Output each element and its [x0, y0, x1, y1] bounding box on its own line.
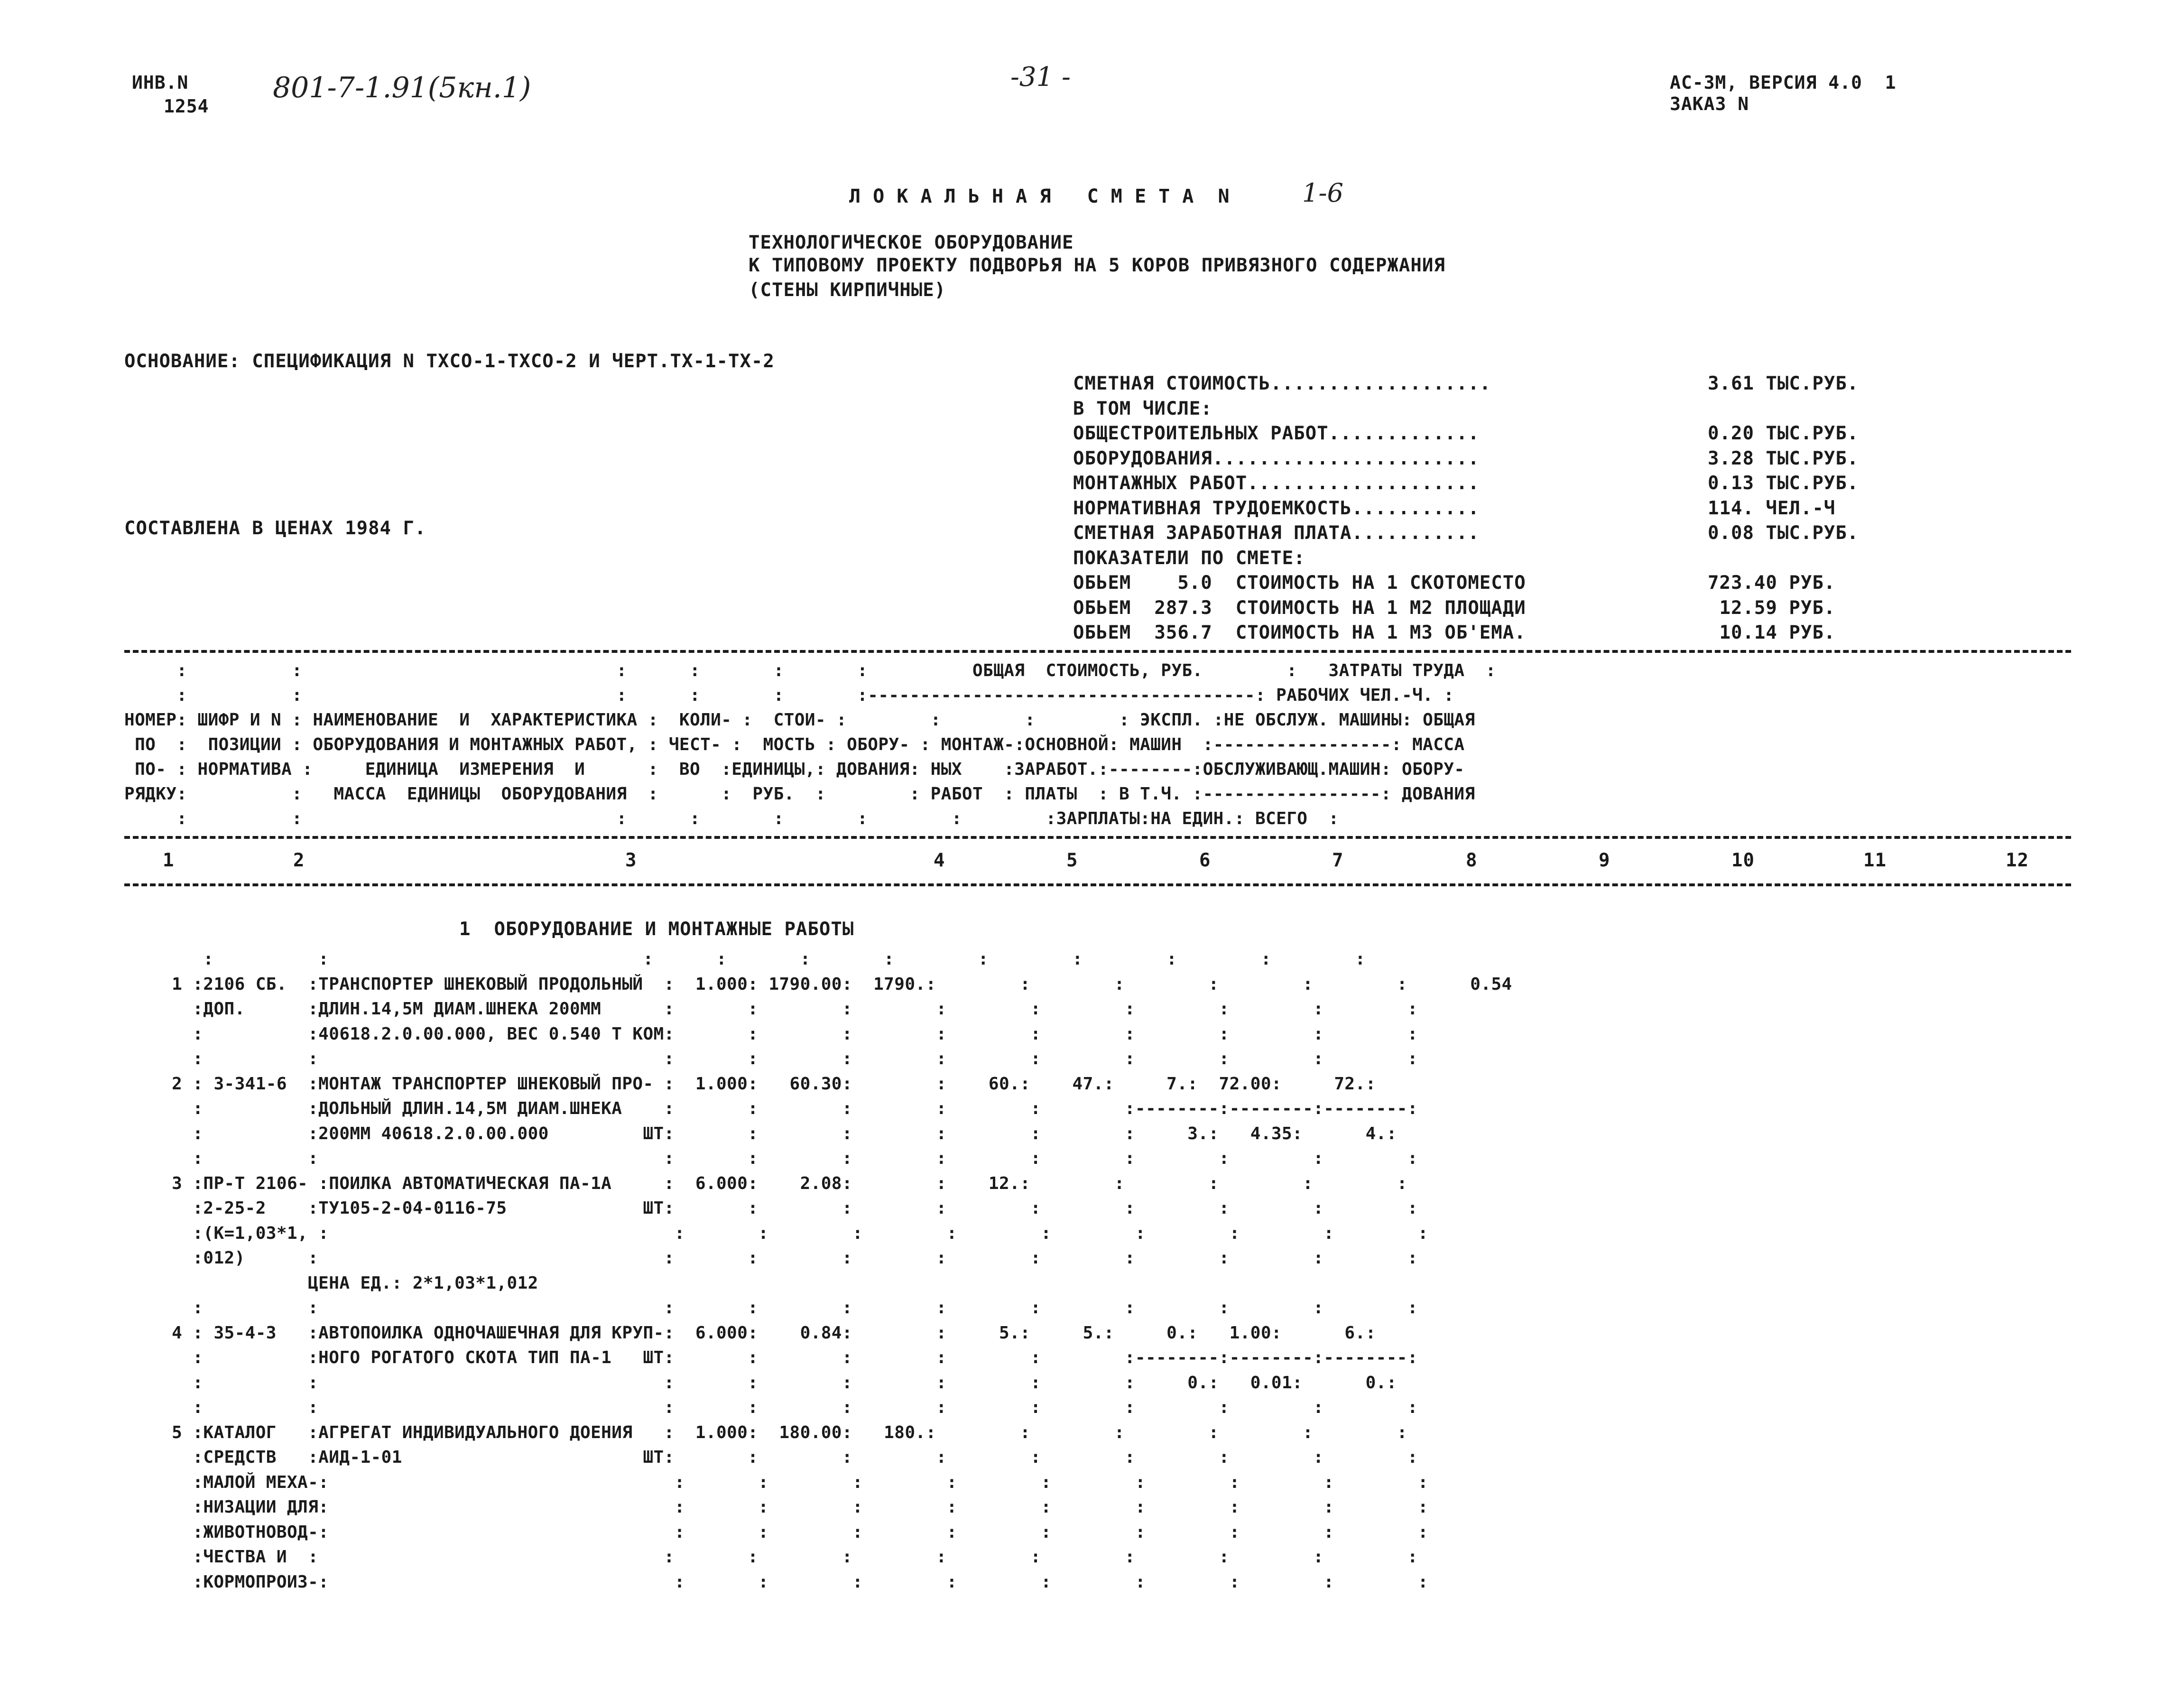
summary-label: ОБЩЕСТРОИТЕЛЬНЫХ РАБОТ............. — [1073, 423, 1480, 444]
inv-number: 1254 — [164, 96, 209, 117]
column-number: 8 — [1466, 850, 1478, 871]
table-row-line: : :ДОЛЬНЫЙ ДЛИН.14,5М ДИАМ.ШНЕКА : : : : : :--------:--------:--------: — [151, 1099, 1418, 1118]
column-number: 7 — [1332, 850, 1344, 871]
column-number: 9 — [1599, 850, 1610, 871]
prices-year-text: СОСТАВЛЕНА В ЦЕНАХ 1984 Г. — [124, 518, 426, 539]
column-number: 12 — [2006, 850, 2029, 871]
column-number: 2 — [293, 850, 305, 871]
table-row-line: :ДОП. :ДЛИН.14,5М ДИАМ.ШНЕКА 200ММ : : : : : : : : : — [151, 999, 1418, 1019]
summary-value: 0.08 ТЫС.РУБ. — [1708, 522, 1859, 544]
summary-value: 723.40 РУБ. — [1708, 572, 1836, 594]
title-line-1: ТЕХНОЛОГИЧЕСКОЕ ОБОРУДОВАНИЕ — [749, 232, 1074, 253]
title-line-3: (СТЕНЫ КИРПИЧНЫЕ) — [749, 279, 946, 301]
table-row-line: : : : : : : : : : : : — [151, 1149, 1418, 1168]
table-row-line: :ЖИВОТНОВОД-: : : : : : : : : : — [151, 1522, 1429, 1542]
summary-label: В ТОМ ЧИСЛЕ: — [1073, 398, 1212, 419]
table-row-line: : :200ММ 40618.2.0.00.000 ШТ: : : : : : 3.: 4.35: 4.: — [151, 1124, 1397, 1143]
page-number: -31 - — [1010, 62, 1071, 93]
inv-label: ИНВ.N — [132, 72, 189, 93]
summary-label: СМЕТНАЯ СТОИМОСТЬ................... — [1073, 373, 1491, 394]
table-row-line: ЦЕНА ЕД.: 2*1,03*1,012 — [151, 1273, 538, 1293]
table-row-line: : : : : : : : : : : : — [151, 1298, 1418, 1318]
summary-label: ОБЬЕМ 287.3 СТОИМОСТЬ НА 1 М2 ПЛОЩАДИ — [1073, 597, 1526, 619]
column-number: 5 — [1066, 850, 1078, 871]
table-row-line: : : : : : : : : : : : — [151, 1398, 1418, 1417]
table-header-line: НОМЕР: ШИФР И N : НАИМЕНОВАНИЕ И ХАРАКТЕРИСТИКА : КОЛИ- : СТОИ- : : : : ЭКСПЛ. :НЕ ОБСЛУЖ. МАШИНЫ: ОБЩАЯ — [124, 710, 1475, 730]
table-header-line: : : : : : :-------------------------------------: РАБОЧИХ ЧЕЛ.-Ч. : — [124, 686, 1454, 705]
section-title: 1 ОБОРУДОВАНИЕ И МОНТАЖНЫЕ РАБОТЫ — [459, 919, 854, 940]
column-number: 3 — [625, 850, 637, 871]
summary-label: ОБЬЕМ 356.7 СТОИМОСТЬ НА 1 М3 ОБ'ЕМА. — [1073, 622, 1526, 643]
summary-label: СМЕТНАЯ ЗАРАБОТНАЯ ПЛАТА........... — [1073, 522, 1480, 544]
summary-label: ПОКАЗАТЕЛИ ПО СМЕТЕ: — [1073, 547, 1305, 569]
column-number: 4 — [934, 850, 945, 871]
table-row-line: :КОРМОПРОИЗ-: : : : : : : : : : — [151, 1572, 1429, 1592]
table-row-line: :МАЛОЙ МЕХА-: : : : : : : : : : — [151, 1472, 1429, 1492]
summary-value: 10.14 РУБ. — [1708, 622, 1836, 643]
table-row-line: :2-25-2 :ТУ105-2-04-0116-75 ШТ: : : : : : : : : — [151, 1198, 1418, 1218]
table-row-line: :ЧЕСТВА И : : : : : : : : : : — [151, 1547, 1418, 1567]
column-number: 6 — [1199, 850, 1211, 871]
summary-value: 12.59 РУБ. — [1708, 597, 1836, 619]
table-row-line: :012) : : : : : : : : : : — [151, 1248, 1418, 1268]
table-row-line: :СРЕДСТВ :АИД-1-01 ШТ: : : : : : : : : — [151, 1448, 1418, 1467]
handwritten-reference: 801-7-1.91(5кн.1) — [273, 71, 531, 104]
table-row-line: : :НОГО РОГАТОГО СКОТА ТИП ПА-1 ШТ: : : : : :--------:--------:--------: — [151, 1348, 1418, 1367]
column-number: 1 — [163, 850, 175, 871]
summary-value: 3.61 ТЫС.РУБ. — [1708, 373, 1859, 394]
table-header-line: ПО : ПОЗИЦИИ : ОБОРУДОВАНИЯ И МОНТАЖНЫХ РАБОТ, : ЧЕСТ- : МОСТЬ : ОБОРУ- : МОНТАЖ-:ОСНОВНОЙ: МАШИН :-----------------: МАССА — [124, 735, 1465, 754]
summary-value: 114. ЧЕЛ.-Ч — [1708, 497, 1836, 519]
table-header-line: ПО- : НОРМАТИВА : ЕДИНИЦА ИЗМЕРЕНИЯ И : ВО :ЕДИНИЦЫ,: ДОВАНИЯ: НЫХ :ЗАРАБОТ.:--------:ОБСЛУЖИВАЮЩ.МАШИН: ОБОРУ- — [124, 760, 1465, 779]
table-row-line: : : : : : : : : : : : — [151, 1049, 1418, 1068]
column-number: 10 — [1731, 850, 1755, 871]
table-row-line: :НИЗАЦИИ ДЛЯ: : : : : : : : : : — [151, 1497, 1429, 1517]
table-header-line: РЯДКУ: : МАССА ЕДИНИЦЫ ОБОРУДОВАНИЯ : : РУБ. : : РАБОТ : ПЛАТЫ : В Т.Ч. :-----------------: ДОВАНИЯ — [124, 784, 1475, 804]
summary-label: ОБЬЕМ 5.0 СТОИМОСТЬ НА 1 СКОТОМЕСТО — [1073, 572, 1526, 594]
table-row-line: 2 : 3-341-6 :МОНТАЖ ТРАНСПОРТЕР ШНЕКОВЫЙ ПРО- : 1.000: 60.30: : 60.: 47.: 7.: 72.00: 72.: — [151, 1074, 1376, 1094]
table-header-line: : : : : : : ОБЩАЯ СТОИМОСТЬ, РУБ. : ЗАТРАТЫ ТРУДА : — [124, 661, 1496, 680]
summary-value: 0.20 ТЫС.РУБ. — [1708, 423, 1859, 444]
table-row-line: 4 : 35-4-3 :АВТОПОИЛКА ОДНОЧАШЕЧНАЯ ДЛЯ КРУП-: 6.000: 0.84: : 5.: 5.: 0.: 1.00: 6.: — [151, 1323, 1376, 1343]
order-label: ЗАКАЗ N — [1670, 93, 1749, 114]
table-top-rule — [124, 650, 2071, 653]
table-row-line: : :40618.2.0.00.000, ВЕС 0.540 Т КОМ: : : : : : : : : — [151, 1024, 1418, 1044]
table-header-line: : : : : : : : :ЗАРПЛАТЫ:НА ЕДИН.: ВСЕГО : — [124, 809, 1339, 828]
estimate-number: 1-6 — [1302, 178, 1343, 208]
title-line-2: К ТИПОВОМУ ПРОЕКТУ ПОДВОРЬЯ НА 5 КОРОВ ПРИВЯЗНОГО СОДЕРЖАНИЯ — [749, 255, 1445, 276]
summary-label: МОНТАЖНЫХ РАБОТ.................... — [1073, 473, 1480, 494]
system-version: АС-3М, ВЕРСИЯ 4.0 1 — [1670, 72, 1897, 93]
estimate-title: Л О К А Л Ь Н А Я С М Е Т А N — [849, 186, 1230, 207]
table-row-line: 3 :ПР-Т 2106- :ПОИЛКА АВТОМАТИЧЕСКАЯ ПА-1А : 6.000: 2.08: : 12.: : : : : — [151, 1173, 1407, 1193]
table-row-line: :(К=1,03*1, : : : : : : : : : : — [151, 1223, 1429, 1243]
table-row-line: : : : : : : : : 0.: 0.01: 0.: — [151, 1373, 1397, 1393]
summary-value: 0.13 ТЫС.РУБ. — [1708, 473, 1859, 494]
column-numbers-rule — [124, 883, 2071, 886]
table-row-line: 5 :КАТАЛОГ :АГРЕГАТ ИНДИВИДУАЛЬНОГО ДОЕНИЯ : 1.000: 180.00: 180.: : : : : : — [151, 1422, 1407, 1442]
table-row-line: : : : : : : : : : : : — [151, 949, 1366, 969]
basis-text: ОСНОВАНИЕ: СПЕЦИФИКАЦИЯ N ТХСО-1-ТХСО-2 И ЧЕРТ.ТХ-1-ТХ-2 — [124, 351, 775, 372]
summary-label: НОРМАТИВНАЯ ТРУДОЕМКОСТЬ........... — [1073, 497, 1480, 519]
column-number: 11 — [1863, 850, 1887, 871]
table-row-line: 1 :2106 СБ. :ТРАНСПОРТЕР ШНЕКОВЫЙ ПРОДОЛЬНЫЙ : 1.000: 1790.00: 1790.: : : : : : 0.54 — [151, 974, 1512, 994]
summary-value: 3.28 ТЫС.РУБ. — [1708, 447, 1859, 469]
header-rule — [124, 836, 2071, 839]
summary-label: ОБОРУДОВАНИЯ....................... — [1073, 447, 1480, 469]
